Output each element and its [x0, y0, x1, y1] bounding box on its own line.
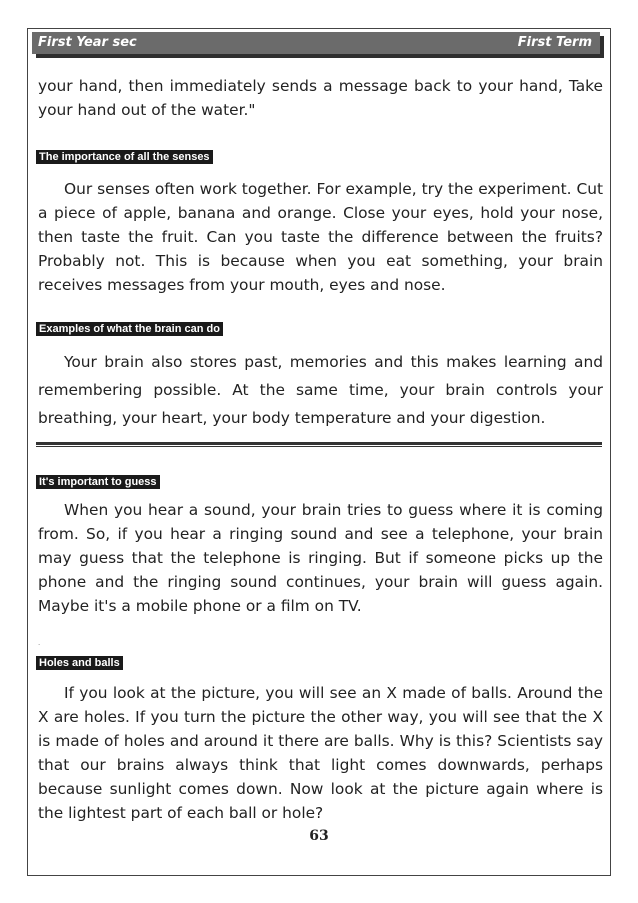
page-number: 63 — [309, 828, 329, 844]
section-text-brain — [38, 348, 603, 432]
section-heading-guess: It's important to guess — [36, 475, 160, 489]
header-year: First Year sec — [38, 35, 137, 50]
section-heading-brain: Examples of what the brain can do — [36, 322, 223, 336]
section-heading-senses: The importance of all the senses — [36, 150, 213, 164]
section-heading-holes: Holes and balls — [36, 656, 123, 670]
intro-paragraph: your hand, then immediately sends a message back to your hand, Take your hand out of the water." — [38, 77, 603, 119]
section-body-holes: If you look at the picture, you will see an X made of balls. Around the X are holes. If you turn the picture the other way, you will see that the X is made of holes and around it there are balls. Why is this? Scientists say that our brains always think that light comes downwards, perhaps because sunlight comes down. Now look at the picture again where is the lightest part of each ball or hole? — [38, 684, 603, 822]
divider-rule — [36, 442, 602, 447]
section-body-brain: Your brain also stores past, memories and this makes learning and remembering possible. At the same time, your brain controls your breathing, your heart, your body temperature and your digestion. — [38, 353, 603, 427]
page-header — [32, 32, 600, 54]
section-text-holes — [38, 681, 603, 825]
section-body-senses: Our senses often work together. For example, try the experiment. Cut a piece of apple, banana and orange. Close your eyes, hold your nose, then taste the fruit. Can you taste the difference between the fruits? Probably not. This is because when you eat something, your brain receives messages from your mouth, eyes and nose. — [38, 180, 603, 294]
header-term: First Term — [517, 35, 592, 50]
section-body-guess: When you hear a sound, your brain tries to guess where it is coming from. So, if you hear a ringing sound and see a telephone, your brain may guess that the telephone is ringing. But if someone picks up the phone and the ringing sound continues, your brain will guess again. Maybe it's a mobile phone or a film on TV. — [38, 501, 603, 615]
section-text-guess — [38, 498, 603, 618]
stray-mark: · — [38, 641, 41, 649]
section-text-senses — [38, 177, 603, 297]
